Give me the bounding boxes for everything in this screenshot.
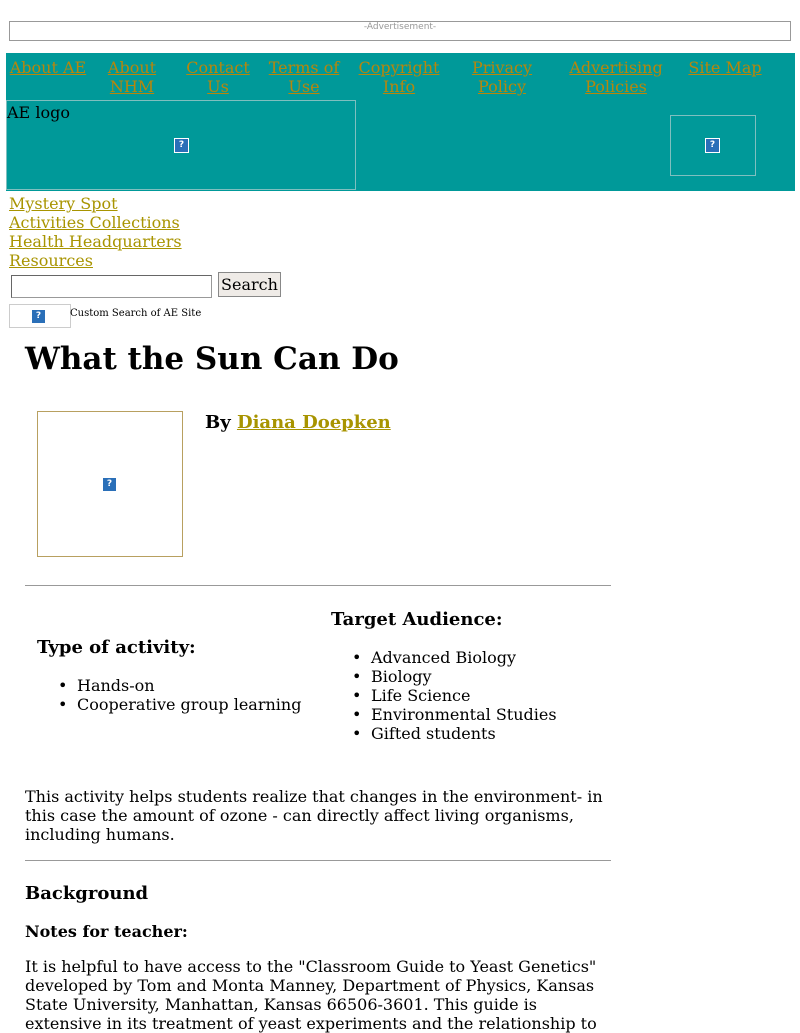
custom-search-label: Custom Search of AE Site (70, 308, 202, 319)
list-item: • Hands-on (77, 676, 301, 695)
nav-site-map[interactable]: Site Map (688, 58, 762, 77)
search-button[interactable]: Search (218, 272, 281, 297)
broken-image-icon: ? (102, 477, 117, 492)
nav-about-ae[interactable]: About AE (9, 58, 87, 77)
logo-alt-text: AE logo (7, 103, 70, 122)
top-navigation (6, 53, 795, 191)
nav-advertising-policies[interactable]: Advertising Policies (569, 58, 663, 96)
ae-logo[interactable] (6, 100, 356, 190)
list-item: • Gifted students (371, 724, 557, 743)
divider (25, 860, 611, 861)
nav-privacy-policy[interactable]: Privacy Policy (471, 58, 533, 96)
notes-heading: Notes for teacher: (25, 922, 188, 941)
broken-image-icon: ? (31, 309, 46, 324)
nav-terms-of-use[interactable]: Terms of Use (268, 58, 340, 96)
background-heading: Background (25, 883, 149, 904)
list-item: • Environmental Studies (371, 705, 557, 724)
sidebar-links (9, 194, 182, 270)
google-logo-image (9, 304, 71, 328)
nav-about-nhm[interactable]: About NHM (107, 58, 157, 96)
target-audience-list (371, 648, 557, 743)
broken-image-icon: ? (705, 138, 720, 153)
activity-type-heading: Type of activity: (37, 637, 196, 658)
author-photo (37, 411, 183, 557)
list-item: • Cooperative group learning (77, 695, 301, 714)
target-audience-heading: Target Audience: (331, 609, 503, 630)
broken-image-icon: ? (174, 138, 189, 153)
header-image (670, 115, 756, 176)
background-text: It is helpful to have access to the "Classroom Guide to Yeast Genetics" developed by Tom and Monta Manney, Department of Physics, Kansas State University, Manhattan, Kansas 66506-3601. This guide is extensive in its treatment of yeast experiments and the relationship to (25, 957, 597, 1033)
summary-text: This activity helps students realize that changes in the environment- in this case the amount of ozone - can directly affect living organisms, including humans. (25, 787, 603, 844)
list-item: • Biology (371, 667, 557, 686)
byline (205, 412, 391, 433)
search-input[interactable] (11, 275, 212, 298)
advertisement-label: -Advertisement- (363, 22, 437, 32)
author-link[interactable]: Diana Doepken (236, 412, 391, 433)
page-title: What the Sun Can Do (25, 341, 399, 377)
sidebar-activities-collections[interactable]: Activities Collections (9, 213, 180, 232)
list-item: • Life Science (371, 686, 557, 705)
sidebar-mystery-spot[interactable]: Mystery Spot (9, 194, 118, 213)
activity-type-list (77, 676, 301, 714)
advertisement-banner[interactable] (9, 21, 791, 41)
sidebar-health-headquarters[interactable]: Health Headquarters (9, 232, 182, 251)
sidebar-resources[interactable]: Resources (9, 251, 93, 270)
nav-contact-us[interactable]: Contact Us (186, 58, 250, 96)
nav-copyright-info[interactable]: Copyright Info (358, 58, 440, 96)
divider (25, 585, 611, 586)
list-item: • Advanced Biology (371, 648, 557, 667)
byline-prefix: By (205, 412, 237, 433)
